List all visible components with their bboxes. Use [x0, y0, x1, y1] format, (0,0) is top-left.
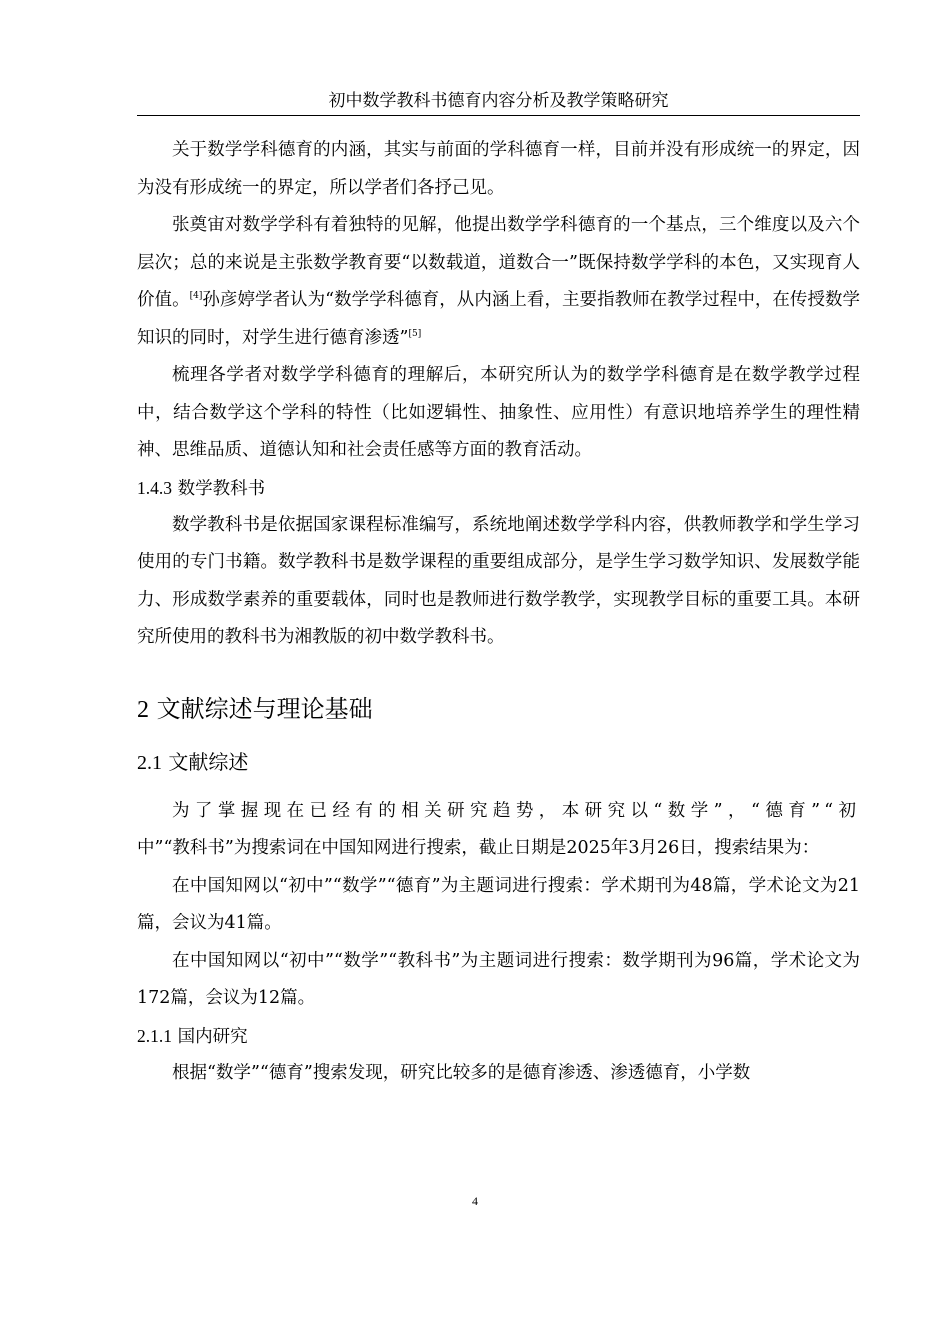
- paragraph-search-result-moral: 在中国知网以“初中”“数学”“德育”为主题词进行搜索：学术期刊为48篇，学术论文为21篇，会议为41篇。: [137, 875, 860, 933]
- paragraph-text: 张奠宙对数学学科有着独特的见解，他提出数学学科德育的一个基点，三个维度以及六个层次；总的来说是主张数学教育要“以数载道，道数合一”既保持数学学科的本色，又实现育人价值。: [137, 215, 860, 310]
- paragraph-text: 孙彦婷学者认为“数学学科德育，从内涵上看，主要指教师在教学过程中，在传授数学知识的同时，对学生进行德育渗透”: [137, 290, 861, 348]
- section-number: 2.1.1: [137, 1025, 172, 1046]
- section-title: 文献综述: [168, 749, 249, 774]
- citation-ref[interactable]: [4]: [189, 291, 203, 301]
- chapter-heading-2: [137, 691, 860, 728]
- paragraph-zhang-view: [137, 207, 860, 357]
- paragraph-domestic-research: 根据“数学”“德育”搜索发现，研究比较多的是德育渗透、渗透德育，小学数: [172, 1062, 751, 1083]
- chapter-number: 2: [137, 696, 149, 723]
- section-number: 2.1: [137, 751, 162, 774]
- chapter-title: 文献综述与理论基础: [156, 694, 373, 723]
- paragraph-search-result-textbook: 在中国知网以“初中”“数学”“教科书”为主题词进行搜索：数学期刊为96篇，学术论文为172篇，会议为12篇。: [137, 950, 860, 1008]
- paragraph-definition: 梳理各学者对数学学科德育的理解后，本研究所认为的数学学科德育是在数学教学过程中，结合数学这个学科的特性（比如逻辑性、抽象性、应用性）有意识地培养学生的理性精神、思维品质、道德认知和社会责任感等方面的教育活动。: [137, 365, 860, 460]
- running-header: 初中数学教科书德育内容分析及教学策略研究: [137, 88, 860, 116]
- page-number: 4: [472, 1194, 478, 1208]
- section-heading-2-1-1: [137, 1018, 860, 1055]
- section-heading-2-1: [137, 746, 860, 779]
- section-title: 国内研究: [177, 1026, 248, 1047]
- paragraph-textbook-definition: 数学教科书是依据国家课程标准编写，系统地阐述数学学科内容，供教师教学和学生学习使用的专门书籍。数学教科书是数学课程的重要组成部分，是学生学习数学知识、发展数学能力、形成数学素养的重要载体，同时也是教师进行数学教学，实现教学目标的重要工具。本研究所使用的教科书为湘教版的初中数学教科书。: [137, 514, 860, 647]
- paragraph-search-intro: [137, 793, 860, 868]
- paragraph-text: 为了掌握现在已经有的相关研究趋势，本研究以“数学”，“德育”“初: [172, 800, 860, 821]
- section-heading-1-4-3: [137, 470, 860, 507]
- section-number: 1.4.3: [137, 477, 172, 498]
- section-title: 数学教科书: [177, 478, 266, 499]
- paragraph-math-moral-connotation: 关于数学学科德育的内涵，其实与前面的学科德育一样，目前并没有形成统一的界定，因为没有形成统一的界定，所以学者们各抒己见。: [137, 140, 860, 198]
- paragraph-text: 中”“教科书”为搜索词在中国知网进行搜索，截止日期是2025年3月26日，搜索结果为：: [137, 838, 820, 858]
- page-body: [137, 132, 860, 1092]
- citation-ref[interactable]: [5]: [408, 328, 422, 339]
